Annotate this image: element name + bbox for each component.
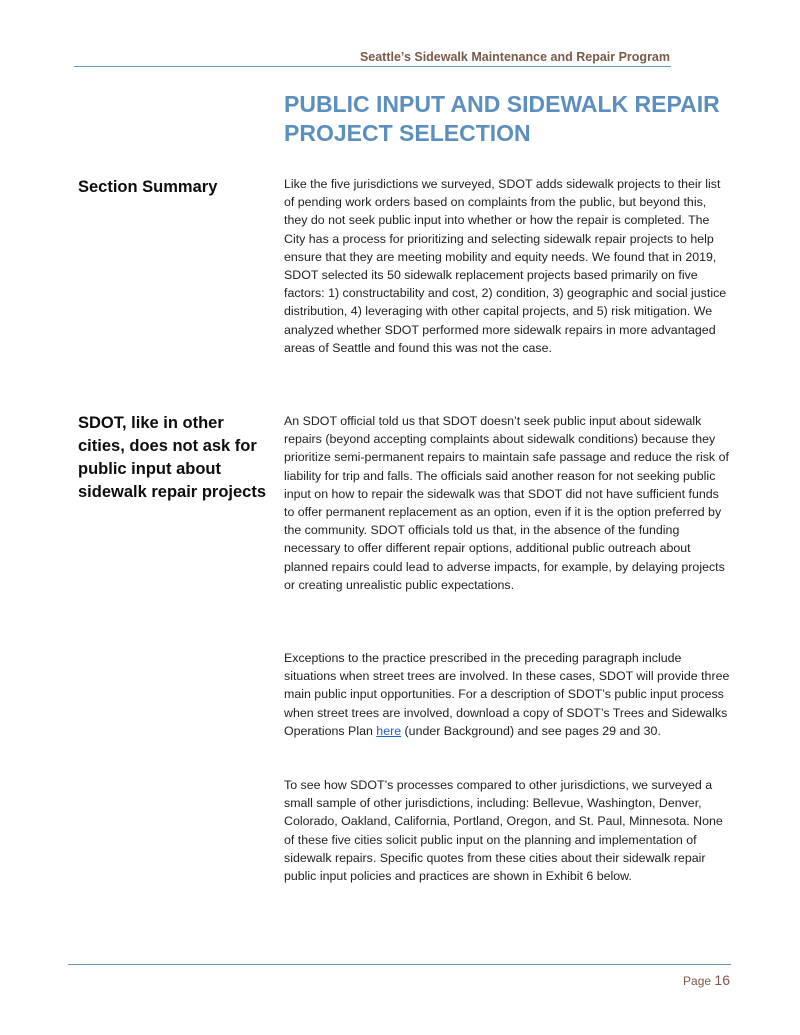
page-number-value: 16 [714,972,730,988]
page-title: PUBLIC INPUT AND SIDEWALK REPAIR PROJECT SELECTION [284,91,720,146]
public-input-paragraph-2 [284,649,730,740]
page-label: Page [683,974,712,988]
section-summary-paragraph: Like the five jurisdictions we surveyed, SDOT adds sidewalk projects to their list of pending work orders based on complaints from the public, but beyond this, they do not seek public input into whether or how the repair is completed. The City has a process for prioritizing and selecting sidewalk repair projects to help ensure that they are meeting mobility and equity needs. We found that in 2019, SDOT selected its 50 sidewalk replacement projects based primarily on five factors: 1) constructability and cost, 2) condition, 3) geographic and social justice distribution, 4) leveraging with other capital projects, and 5) risk mitigation. We analyzed whether SDOT performed more sidewalk repairs in more advantaged areas of Seattle and found this was not the case. [284,177,727,355]
paragraph-2-text-start: Exceptions to the practice prescribed in the preceding paragraph include situations when street trees are involved. In these cases, SDOT will provide three main public input opportunities. For a description of SDOT’s public input process when street trees are involved, download a copy of SDOT’s Trees and Sidewalks Operations Plan [284,651,730,738]
public-input-paragraph-1: An SDOT official told us that SDOT doesn’t seek public input about sidewalk repairs (beyond accepting complaints about sidewalk conditions) because they prioritize semi-permanent repairs to maintain safe passage and reduce the risk of liability for trip and falls. The officials said another reason for not seeking public input on how to repair the sidewalk was that SDOT did not have sufficient funds to offer permanent replacement as an option, even if it is the option preferred by the community. SDOT officials told us that, in the absence of the funding necessary to offer different repair options, additional public outreach about planned repairs could lead to adverse impacts, for example, by delaying projects or creating unrealistic public expectations. [284,414,729,592]
page-number [683,972,730,988]
footer-divider [68,964,731,965]
header-divider [74,66,671,67]
running-header: Seattle’s Sidewalk Maintenance and Repair Program [359,50,670,64]
operations-plan-link[interactable]: here [376,723,402,738]
paragraph-2-text-end: (under Background) and see pages 29 and 30. [401,723,661,738]
public-input-paragraph-3: To see how SDOT’s processes compared to other jurisdictions, we surveyed a small sample of other jurisdictions, including: Bellevue, Washington, Denver, Colorado, Oakland, California, Portland, Oregon, and St. Paul, Minnesota. None of these five cities solicit public input on the planning and implementation of sidewalk repairs. Specific quotes from these cities about their sidewalk repair public input policies and practices are shown in Exhibit 6 below. [284,778,723,884]
section-summary-heading: Section Summary [78,178,218,196]
public-input-heading: SDOT, like in other cities, does not ask for public input about sidewalk repair projects [78,414,267,501]
